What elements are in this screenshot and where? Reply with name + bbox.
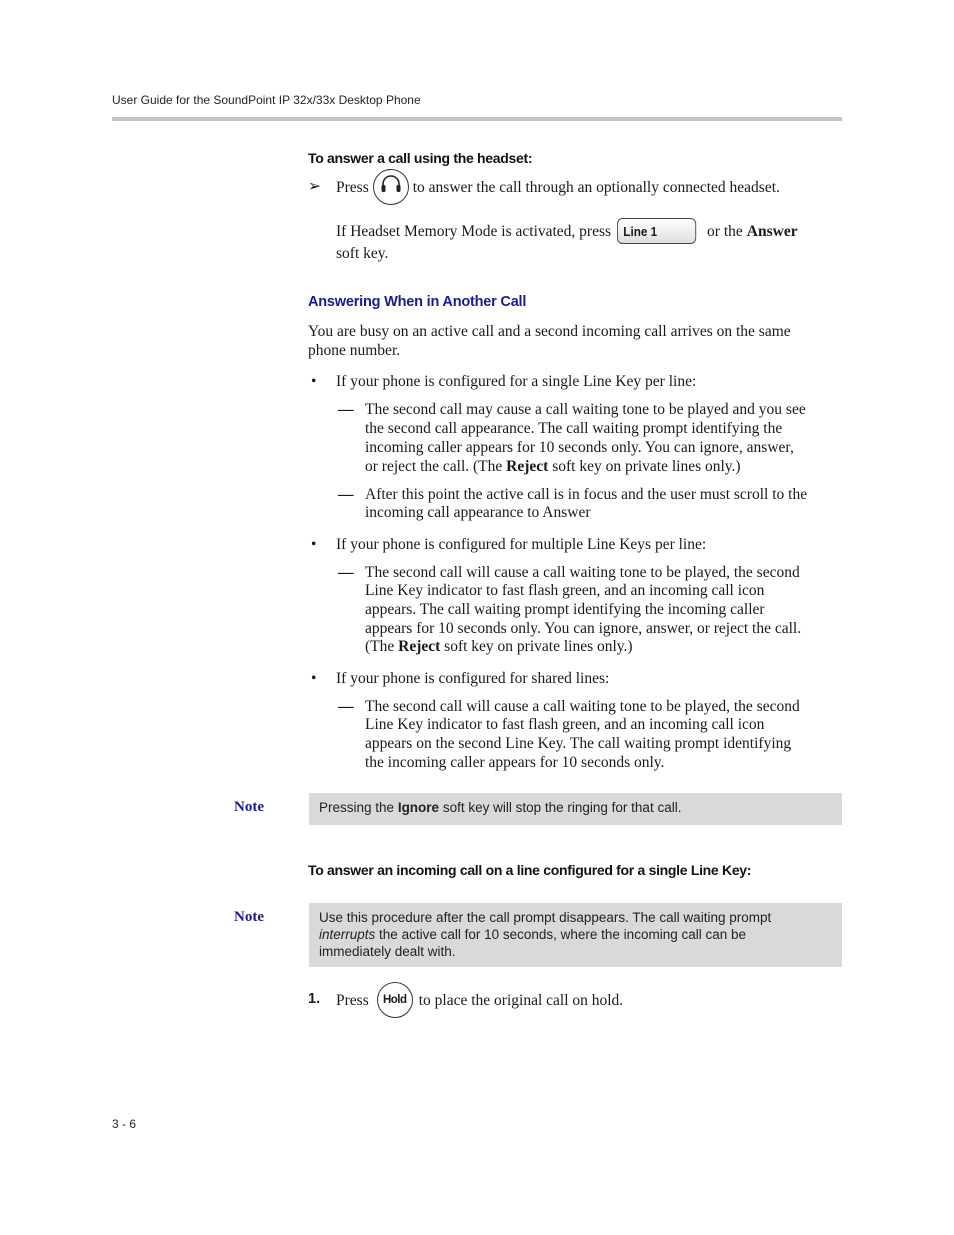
answer-softkey-name: Answer [746,222,798,240]
b3-d1-l4: the incoming caller appears for 10 seconds only. [365,754,665,771]
b1-d1-l3: incoming caller appears for 10 seconds only. You can ignore, answer, [365,439,794,456]
b2-d1-l5 [365,637,633,656]
hold-key-label: Hold [382,993,407,1006]
b1-d2-l1: After this point the active call is in focus and the user must scroll to the [365,486,808,503]
bullet-shared-lines: If your phone is configured for shared lines: [336,670,610,687]
header-rule [112,117,842,121]
b1-d1-l2: the second call appearance. The call waiting prompt identifying the [365,420,783,437]
b2-d1-l5-pre: (The [365,638,395,655]
dash-marker: — [338,401,354,418]
note-procedure-box [309,903,842,967]
section-title: Answering When in Another Call [308,294,527,310]
b2-d1-l2: Line Key indicator to fast flash green, and an incoming call icon [365,582,765,599]
line-1-key [617,218,696,244]
procedure-heading-headset: To answer a call using the headset: [308,150,533,166]
b3-d1-l1: The second call will cause a call waiting tone to be played, the second [365,698,800,715]
step-number: 1. [308,991,321,1007]
running-header: User Guide for the SoundPoint IP 32x/33x Desktop Phone [112,93,421,107]
dash-marker: — [338,486,354,503]
dash-marker: — [338,698,354,715]
intro-line-1: You are busy on an active call and a second incoming call arrives on the same [308,323,791,340]
b3-d1-l3: appears on the second Line Key. The call waiting prompt identifying [365,735,792,752]
note-label: Note [234,909,264,925]
intro-line-2: phone number. [308,342,401,359]
bullet-marker: • [311,670,317,687]
ignore-softkey-name: Ignore [397,800,440,815]
note-label: Note [234,799,264,815]
hold-step-post: to place the original call on hold. [418,991,624,1009]
step-text-post: to answer the call through an optionally connected headset. [412,178,780,196]
note1-pre: Pressing the [319,800,395,815]
headset-key [373,169,409,205]
page-number: 3 - 6 [112,1117,137,1131]
note-ignore-box [309,793,842,825]
hold-key [377,982,413,1018]
hold-step [336,981,623,1019]
procedure-heading-single-line-key: To answer an incoming call on a line configured for a single Line Key: [308,862,752,878]
note2-italic: interrupts [319,927,376,942]
reject-softkey-name: Reject [398,638,441,655]
bullet-multiple-line-keys: If your phone is configured for multiple Line Keys per line: [336,536,707,553]
memory-text-mid: or the [707,222,743,240]
bullet-marker: • [311,536,317,553]
b1-d1-l4 [365,457,741,476]
note2-line-3: immediately dealt with. [319,944,456,959]
note2-line-1: Use this procedure after the call prompt disappears. The call waiting prompt [319,910,772,925]
bullet-single-line-key: If your phone is configured for a single Line Key per line: [336,373,697,390]
b2-d1-l3: appears. The call waiting prompt identifying the incoming caller [365,601,765,618]
step-text-pre: Press [336,178,369,196]
bullet-marker: • [311,373,317,390]
b2-d1-l1: The second call will cause a call waiting tone to be played, the second [365,564,800,581]
b1-d2-l2: incoming call appearance to Answer [365,504,591,521]
line-key-label: Line 1 [623,223,658,239]
memory-text-pre: If Headset Memory Mode is activated, press [336,222,612,240]
headset-icon [380,175,402,200]
reject-softkey-name: Reject [506,458,549,475]
b1-d1-l4-pre: or reject the call. (The [365,458,503,475]
b2-d1-l5-post: soft key on private lines only.) [444,638,633,655]
hold-step-pre: Press [336,991,369,1009]
b1-d1-l4-post: soft key on private lines only.) [552,458,741,475]
headset-step [336,168,780,206]
memory-text-post: soft key. [336,245,389,262]
b3-d1-l2: Line Key indicator to fast flash green, and an incoming call icon [365,716,765,733]
note2-line-2 [319,926,832,943]
memory-mode-line [336,210,798,252]
note1-post: soft key will stop the ringing for that call. [442,800,682,815]
note2-l2-post: the active call for 10 seconds, where the incoming call can be [379,927,746,942]
dash-marker: — [338,564,354,581]
b2-d1-l4: appears for 10 seconds only. You can ignore, answer, or reject the call. [365,620,802,637]
b1-d1-l1: The second call may cause a call waiting tone to be played and you see [365,401,806,418]
step-marker: ➢ [308,178,321,195]
